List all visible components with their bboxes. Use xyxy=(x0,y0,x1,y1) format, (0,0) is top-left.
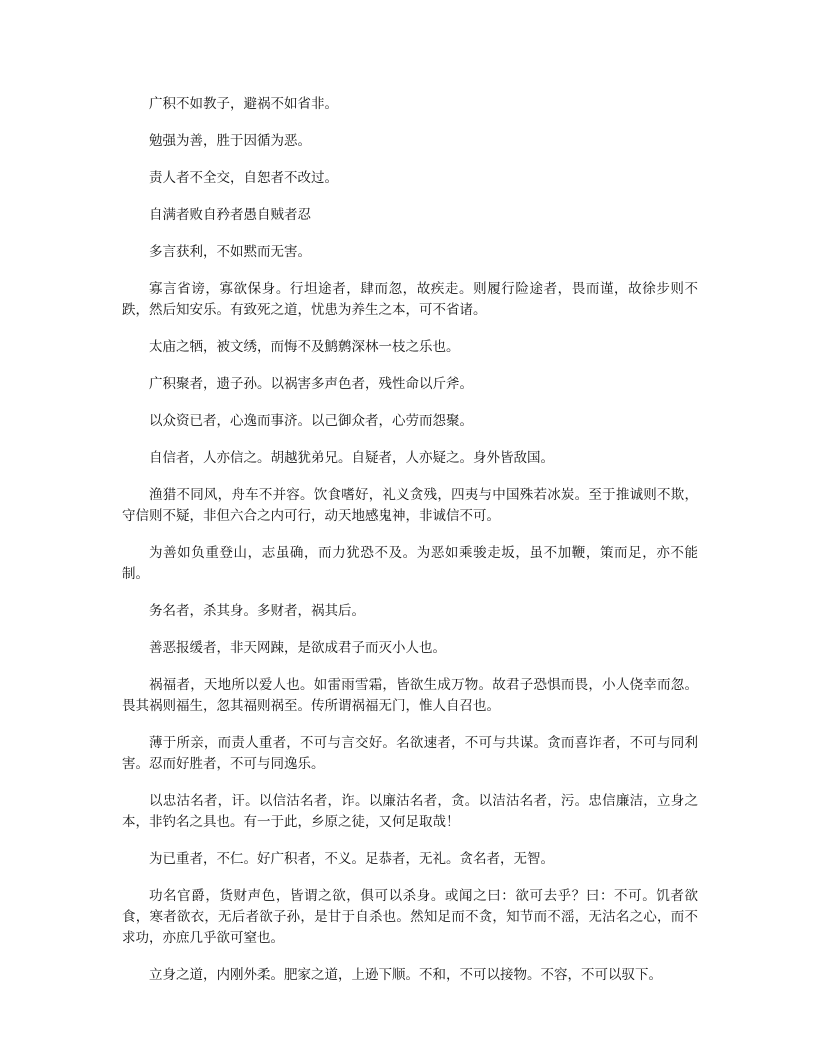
paragraph: 以忠沽名者，讦。以信沽名者，诈。以廉沽名者，贪。以洁沽名者，污。忠信廉洁，立身之本，非钓名之具也。有一于此，乡原之徒，又何足取哉！ xyxy=(122,793,698,830)
paragraph: 自满者败自矜者愚自贼者忍 xyxy=(149,207,311,223)
paragraph: 勉强为善，胜于因循为恶。 xyxy=(149,133,311,149)
paragraph: 自信者，人亦信之。胡越犹弟兄。自疑者，人亦疑之。身外皆敌国。 xyxy=(149,450,554,466)
paragraph: 渔猎不同风，舟车不并容。饮食嗜好，礼义贪残，四夷与中国殊若冰炭。至于推诚则不欺，守信则不疑，非但六合之内可行，动天地感鬼神，非诚信不可。 xyxy=(122,487,698,524)
paragraph: 薄于所亲，而责人重者，不可与言交好。名欲速者，不可与共谋。贪而喜诈者，不可与同利害。忍而好胜者，不可与同逸乐。 xyxy=(122,735,698,772)
paragraph: 祸福者，天地所以爱人也。如雷雨雪霜，皆欲生成万物。故君子恐惧而畏，小人侥幸而忽。畏其祸则福生，忽其福则祸至。传所谓祸福无门，惟人自召也。 xyxy=(122,677,698,714)
paragraph: 为已重者，不仁。好广积者，不义。足恭者，无礼。贪名者，无智。 xyxy=(149,851,554,867)
paragraph: 立身之道，内刚外柔。肥家之道，上逊下顺。不和，不可以接物。不容，不可以驭下。 xyxy=(149,967,662,983)
paragraph: 善恶报缓者，非天网踈，是欲成君子而灭小人也。 xyxy=(149,640,446,656)
paragraph: 为善如负重登山，志虽确，而力犹恐不及。为恶如乘骏走坂，虽不加鞭，策而足，亦不能制。 xyxy=(122,545,698,582)
paragraph: 多言获利，不如黙而无害。 xyxy=(149,244,311,260)
paragraph: 寡言省谤，寡欲保身。行坦途者，肆而忽，故疾走。则履行险途者，畏而谨，故徐步则不跌，然后知安乐。有致死之道，忧患为养生之本，可不省诸。 xyxy=(122,281,698,318)
document-body xyxy=(122,94,698,1002)
paragraph: 功名官爵，货财声色，皆谓之欲，俱可以杀身。或闻之曰：欲可去乎？曰：不可。饥者欲食，寒者欲衣，无后者欲子孙，是甘于自杀也。然知足而不贪，知节而不滛，无沽名之心，而不求功，亦庶几乎欲可窒也。 xyxy=(122,888,698,946)
paragraph: 广积不如教子，避祸不如省非。 xyxy=(149,96,338,112)
paragraph: 务名者，杀其身。多财者，祸其后。 xyxy=(149,603,365,619)
paragraph: 太庙之牺，被文绣，而悔不及鹪鹩深林一枝之乐也。 xyxy=(149,339,460,355)
paragraph: 以众资已者，心逸而事济。以己御众者，心劳而怨聚。 xyxy=(149,413,473,429)
paragraph: 广积聚者，遗子孙。以祸害多声色者，残性命以斤斧。 xyxy=(149,376,473,392)
paragraph: 责人者不全交，自恕者不改过。 xyxy=(149,170,338,186)
